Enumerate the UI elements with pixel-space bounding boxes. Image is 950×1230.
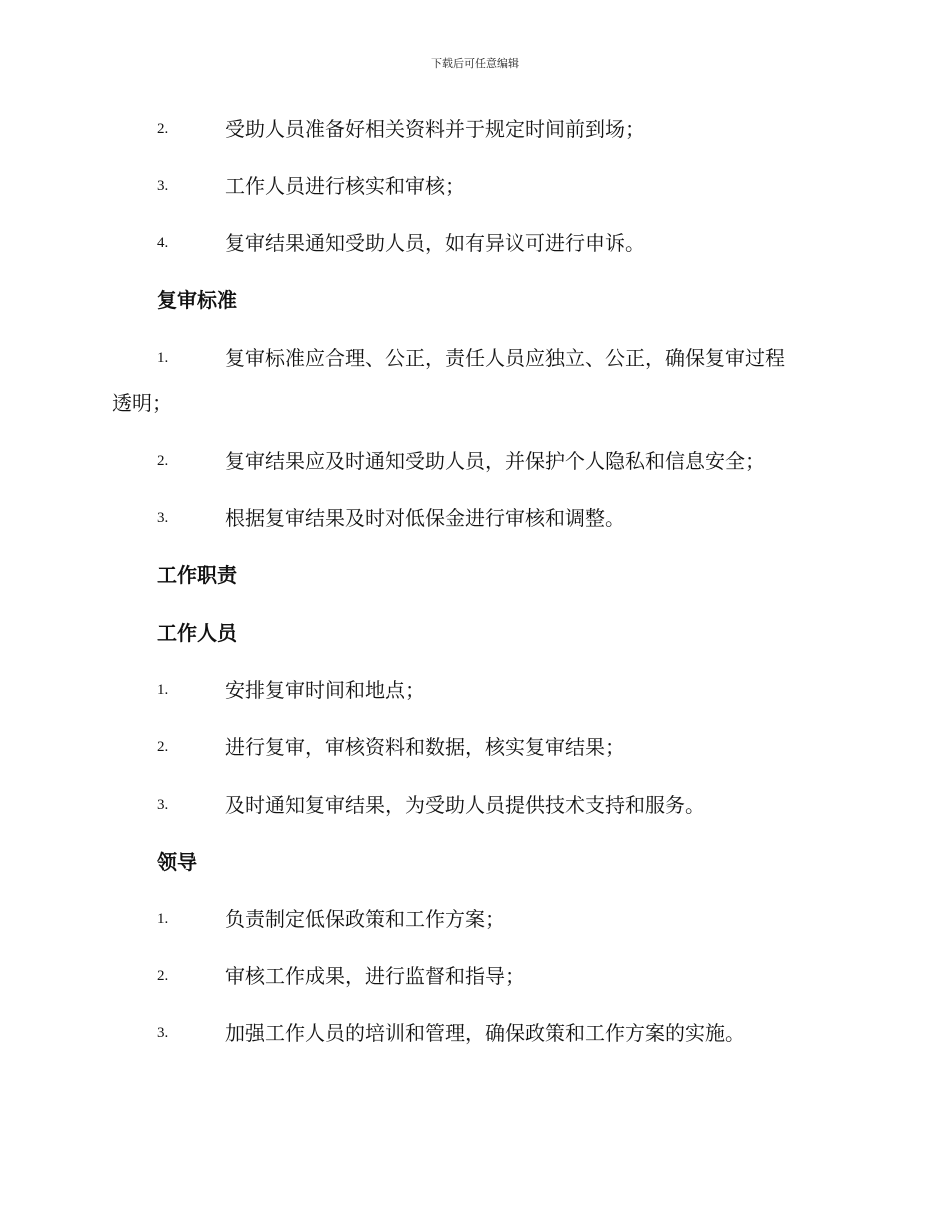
list-item — [0, 732, 950, 762]
list-item — [0, 904, 950, 934]
list-item-text: 负责制定低保政策和工作方案； — [225, 907, 505, 931]
list-item-text: 审核工作成果，进行监督和指导； — [225, 964, 525, 988]
list-item-number: 1. — [157, 350, 169, 366]
list-item-number: 1. — [157, 682, 169, 698]
list-item — [0, 171, 950, 201]
list-item-text: 复审结果应及时通知受助人员，并保护个人隐私和信息安全； — [225, 449, 765, 473]
section-heading-duties: 工作职责 — [157, 563, 237, 587]
list-item-text: 安排复审时间和地点； — [225, 678, 425, 702]
list-item-text: 及时通知复审结果，为受助人员提供技术支持和服务。 — [225, 793, 705, 817]
list-item-text: 复审结果通知受助人员，如有异议可进行申诉。 — [225, 231, 645, 255]
section-heading-staff: 工作人员 — [157, 621, 237, 645]
list-item-number: 2. — [157, 453, 169, 469]
list-item — [0, 446, 950, 476]
list-item-text: 受助人员准备好相关资料并于规定时间前到场； — [225, 117, 645, 141]
list-item-text: 工作人员进行核实和审核； — [225, 174, 465, 198]
list-item — [0, 114, 950, 144]
list-item-number: 3. — [157, 510, 169, 526]
page-header: 下载后可任意编辑 — [431, 57, 519, 70]
list-item — [0, 343, 950, 418]
list-item-number: 3. — [157, 178, 169, 194]
list-item — [0, 961, 950, 991]
section-heading-leader: 领导 — [157, 850, 197, 874]
list-item — [0, 228, 950, 258]
list-item — [0, 675, 950, 705]
list-item-number: 2. — [157, 121, 169, 137]
list-item-text-continuation: 透明； — [112, 391, 172, 415]
list-item-number: 3. — [157, 797, 169, 813]
section-heading-standard: 复审标准 — [157, 288, 237, 312]
list-item — [0, 790, 950, 820]
list-item-text: 加强工作人员的培训和管理，确保政策和工作方案的实施。 — [225, 1021, 745, 1045]
list-item — [0, 503, 950, 533]
list-item-number: 2. — [157, 968, 169, 984]
list-item-text: 进行复审，审核资料和数据，核实复审结果； — [225, 735, 625, 759]
list-item — [0, 1018, 950, 1048]
list-item-number: 2. — [157, 739, 169, 755]
list-item-number: 3. — [157, 1025, 169, 1041]
list-item-text: 根据复审结果及时对低保金进行审核和调整。 — [225, 506, 625, 530]
list-item-number: 1. — [157, 911, 169, 927]
list-item-number: 4. — [157, 235, 169, 251]
list-item-text: 复审标准应合理、公正，责任人员应独立、公正，确保复审过程 — [225, 346, 785, 370]
